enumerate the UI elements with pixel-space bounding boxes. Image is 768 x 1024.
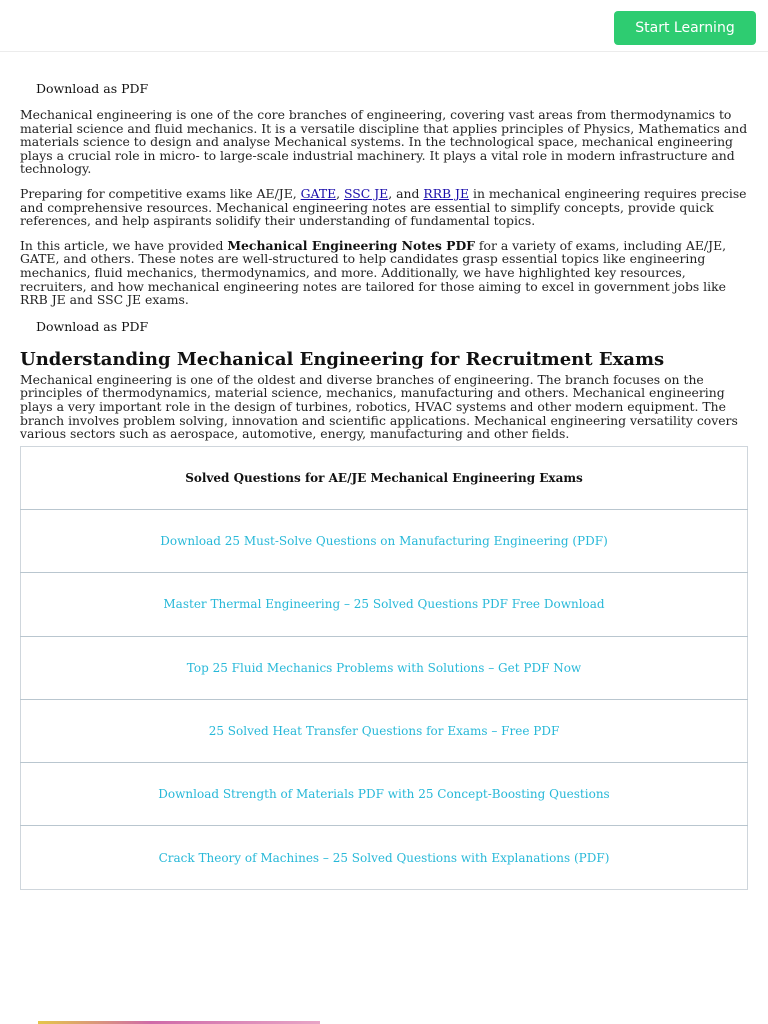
- solved-questions-table: [20, 446, 748, 890]
- prep-separator: , and: [388, 185, 424, 201]
- article-content: [20, 80, 748, 890]
- article-text-before: In this article, we have provided: [20, 237, 228, 253]
- table-row: [21, 573, 748, 636]
- manufacturing-pdf-link[interactable]: Download 25 Must-Solve Questions on Manufacturing Engineering (PDF): [21, 509, 748, 572]
- prep-text-after: in mechanical engineering requires precise and comprehensive resources. Mechanical engineering notes are essential to simplify concepts, provide quick references, and help aspirants solidify their understanding of fundamental topics.: [20, 185, 747, 229]
- prep-paragraph: [20, 187, 748, 228]
- table-header-row: [21, 446, 748, 509]
- top-bar: [0, 0, 768, 52]
- gate-link[interactable]: GATE: [300, 185, 337, 201]
- notes-pdf-bold: Mechanical Engineering Notes PDF: [227, 237, 475, 253]
- theory-of-machines-pdf-link[interactable]: Crack Theory of Machines – 25 Solved Questions with Explanations (PDF): [21, 826, 748, 889]
- article-text-after: for a variety of exams, including AE/JE, GATE, and others. These notes are well-structured to help candidates grasp essential topics like engineering mechanics, fluid mechanics, thermodynamics, and more. Additionally, we have highlighted key resources, recruiters, and how mechanical engineering notes are tailored for those aiming to excel in government jobs like RRB JE and SSC JE exams.: [20, 237, 727, 308]
- fluid-mechanics-pdf-link[interactable]: Top 25 Fluid Mechanics Problems with Solutions – Get PDF Now: [21, 636, 748, 699]
- table-row: [21, 509, 748, 572]
- section-paragraph: Mechanical engineering is one of the oldest and diverse branches of engineering. The branch focuses on the principles of thermodynamics, material science, mechanics, manufacturing and others. Mechanical engineering plays a very important role in the design of turbines, robotics, HVAC systems and other modern equipment. The branch involves problem solving, innovation and scientific applications. Mechanical engineering versatility covers various sectors such as aerospace, automotive, energy, manufacturing and other fields.: [20, 371, 738, 442]
- ssc-je-link[interactable]: SSC JE: [344, 185, 389, 201]
- section-heading: Understanding Mechanical Engineering for Recruitment Exams: [20, 348, 665, 370]
- prep-separator: ,: [336, 185, 345, 201]
- table-row: [21, 636, 748, 699]
- download-pdf-link[interactable]: Download as PDF: [36, 318, 149, 334]
- start-learning-button[interactable]: Start Learning: [614, 11, 756, 45]
- thermal-engineering-pdf-link[interactable]: Master Thermal Engineering – 25 Solved Questions PDF Free Download: [21, 573, 748, 636]
- table-row: [21, 699, 748, 762]
- heat-transfer-pdf-link[interactable]: 25 Solved Heat Transfer Questions for Exams – Free PDF: [21, 699, 748, 762]
- rrb-je-link[interactable]: RRB JE: [423, 185, 470, 201]
- prep-text-before: Preparing for competitive exams like AE/JE,: [20, 185, 301, 201]
- table-row: [21, 826, 748, 889]
- download-pdf-link[interactable]: Download as PDF: [36, 81, 149, 96]
- strength-of-materials-pdf-link[interactable]: Download Strength of Materials PDF with 25 Concept-Boosting Questions: [21, 763, 748, 826]
- intro-paragraph: Mechanical engineering is one of the core branches of engineering, covering vast areas from thermodynamics to material science and fluid mechanics. It is a versatile discipline that applies principles of Physics, Mathematics and materials science to design and analyse Mechanical systems. In the technological space, mechanical engineering plays a crucial role in micro- to large-scale industrial machinery. It plays a vital role in modern infrastructure and technology.: [20, 107, 748, 177]
- table-row: [21, 763, 748, 826]
- article-paragraph: [20, 239, 748, 307]
- table-header-cell: Solved Questions for AE/JE Mechanical Engineering Exams: [21, 446, 748, 509]
